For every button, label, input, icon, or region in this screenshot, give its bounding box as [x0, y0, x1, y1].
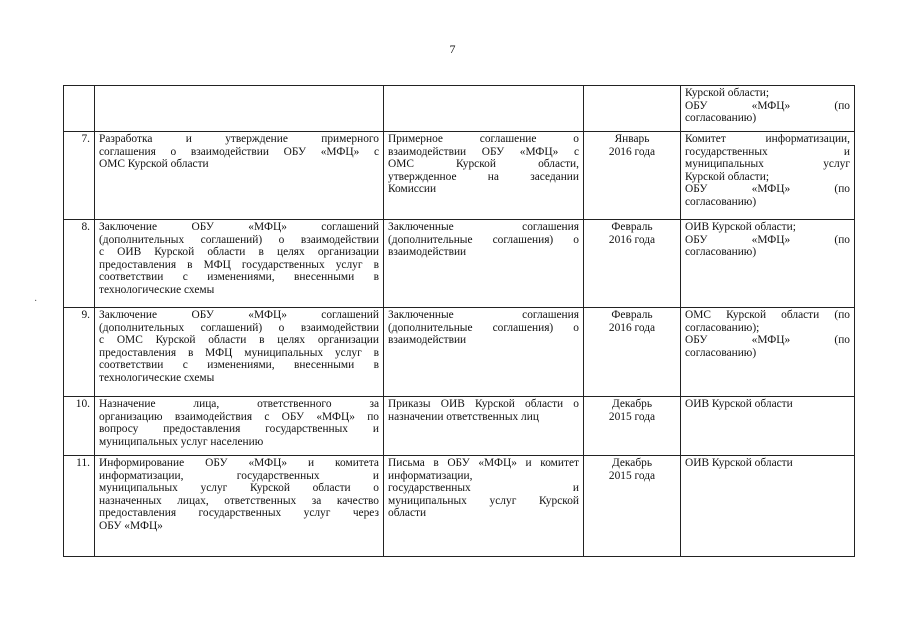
table-row: [64, 220, 855, 308]
term-line: 2016 года: [608, 145, 656, 158]
task-line: ОБУ «МФЦ»: [99, 519, 163, 532]
result-line: Заключенные соглашения: [388, 221, 579, 233]
result-cell: [384, 220, 584, 308]
responsible-cell: [681, 308, 855, 397]
term-line: Декабрь: [611, 457, 653, 469]
task-cell: [95, 86, 384, 132]
result-line: взаимодействии: [388, 246, 467, 259]
table-row: [64, 86, 855, 132]
term-line: 2015 года: [608, 469, 656, 482]
responsible-cell: [681, 86, 855, 132]
table-row: [64, 456, 855, 557]
task-cell: [95, 220, 384, 308]
result-line: государственных и: [388, 482, 579, 495]
term-line: 2016 года: [608, 321, 656, 334]
row-number-cell: [64, 86, 95, 132]
task-line: предоставления государственных услуг через: [99, 507, 379, 520]
task-line: (дополнительных соглашений) о взаимодействии: [99, 233, 379, 246]
task-line: технологические схемы: [99, 283, 215, 296]
term-line: Февраль: [611, 309, 653, 321]
task-line: с ОМС Курской области в целях организации: [99, 334, 379, 347]
responsible-cell: [681, 456, 855, 557]
task-line: вопросу предоставления государственных и: [99, 423, 379, 436]
plan-table: [63, 85, 855, 557]
term-line: Декабрь: [611, 398, 653, 410]
row-number-cell: 7.: [64, 132, 95, 220]
task-line: с ОИВ Курской области в целях организации: [99, 246, 379, 259]
term-cell: [584, 220, 681, 308]
responsible-line: ОБУ «МФЦ» (по: [685, 233, 850, 246]
result-line: области: [388, 507, 427, 520]
task-line: назначенных лицах, ответственных за качество: [99, 494, 379, 507]
responsible-cell: [681, 220, 855, 308]
term-line: 2016 года: [608, 233, 656, 246]
result-cell: [384, 308, 584, 397]
task-line: технологические схемы: [99, 371, 215, 384]
responsible-line: ОБУ «МФЦ» (по: [685, 334, 850, 347]
responsible-line: согласованию): [685, 195, 757, 208]
task-line: муниципальных услуг Курской области о: [99, 482, 379, 495]
row-number-cell: 11.: [64, 456, 95, 557]
task-line: организацию взаимодействия с ОБУ «МФЦ» по: [99, 410, 379, 423]
page-number: 7: [449, 42, 456, 56]
result-line: информатизации,: [388, 469, 473, 482]
task-line: Заключение ОБУ «МФЦ» соглашений: [99, 309, 379, 321]
responsible-line: ОБУ «МФЦ» (по: [685, 99, 850, 112]
responsible-line: согласованию): [685, 112, 757, 125]
result-line: Приказы ОИВ Курской области о: [388, 398, 579, 410]
result-cell: [384, 132, 584, 220]
task-line: Назначение лица, ответственного за: [99, 398, 379, 410]
responsible-line: согласованию): [685, 246, 757, 259]
result-line: (дополнительные соглашения) о: [388, 321, 579, 334]
task-cell: [95, 456, 384, 557]
task-line: (дополнительных соглашений) о взаимодействии: [99, 321, 379, 334]
term-line: 2015 года: [608, 410, 656, 423]
table-row: [64, 397, 855, 456]
result-cell: [384, 456, 584, 557]
result-cell: [384, 397, 584, 456]
responsible-line: согласованию);: [685, 321, 760, 334]
task-cell: [95, 308, 384, 397]
task-line: предоставления в МФЦ муниципальных услуг в: [99, 346, 379, 359]
result-line: взаимодействии: [388, 334, 467, 347]
responsible-line: ОБУ «МФЦ» (по: [685, 183, 850, 196]
term-cell: [584, 456, 681, 557]
responsible-cell: [681, 397, 855, 456]
task-cell: [95, 132, 384, 220]
result-line: Комиссии: [388, 183, 437, 196]
responsible-line: ОМС Курской области (по: [685, 309, 850, 321]
table-row: [64, 308, 855, 397]
task-line: предоставления в МФЦ государственных услуг в: [99, 258, 379, 271]
term-cell: [584, 86, 681, 132]
task-line: информатизации, государственных и: [99, 469, 379, 482]
result-line: Заключенные соглашения: [388, 309, 579, 321]
task-line: соответствии с изменениями, внесенными в: [99, 359, 379, 372]
scan-speck-mark: ·: [34, 296, 38, 307]
result-cell: [384, 86, 584, 132]
task-line: ОМС Курской области: [99, 158, 209, 171]
task-line: Заключение ОБУ «МФЦ» соглашений: [99, 221, 379, 233]
responsible-line: муниципальных услуг: [685, 158, 850, 171]
responsible-line: ОИВ Курской области: [685, 398, 793, 410]
responsible-line: ОИВ Курской области: [685, 457, 793, 469]
result-line: ОМС Курской области,: [388, 158, 579, 171]
row-number-cell: 10.: [64, 397, 95, 456]
term-line: Январь: [614, 133, 650, 145]
responsible-line: Комитет информатизации,: [685, 133, 850, 145]
plan-table-body: [64, 86, 855, 557]
result-line: Письма в ОБУ «МФЦ» и комитет: [388, 457, 579, 469]
result-line: взаимодействии ОБУ «МФЦ» с: [388, 145, 579, 158]
task-cell: [95, 397, 384, 456]
task-line: Разработка и утверждение примерного: [99, 133, 379, 145]
result-line: Примерное соглашение о: [388, 133, 579, 145]
task-line: соглашения о взаимодействии ОБУ «МФЦ» с: [99, 145, 379, 158]
table-row: [64, 132, 855, 220]
row-number-cell: 9.: [64, 308, 95, 397]
task-line: Информирование ОБУ «МФЦ» и комитета: [99, 457, 379, 469]
result-line: назначении ответственных лиц: [388, 410, 539, 423]
result-line: (дополнительные соглашения) о: [388, 233, 579, 246]
responsible-line: государственных и: [685, 145, 850, 158]
result-line: муниципальных услуг Курской: [388, 494, 579, 507]
responsible-line: согласованию): [685, 346, 757, 359]
row-number-cell: 8.: [64, 220, 95, 308]
task-line: муниципальных услуг населению: [99, 435, 264, 448]
responsible-cell: [681, 132, 855, 220]
responsible-line: ОИВ Курской области;: [685, 221, 796, 233]
term-line: Февраль: [611, 221, 653, 233]
result-line: утвержденное на заседании: [388, 170, 579, 183]
task-line: соответствии с изменениями, внесенными в: [99, 271, 379, 284]
responsible-line: Курской области;: [685, 170, 770, 183]
term-cell: [584, 132, 681, 220]
responsible-line: Курской области;: [685, 87, 770, 99]
term-cell: [584, 397, 681, 456]
term-cell: [584, 308, 681, 397]
